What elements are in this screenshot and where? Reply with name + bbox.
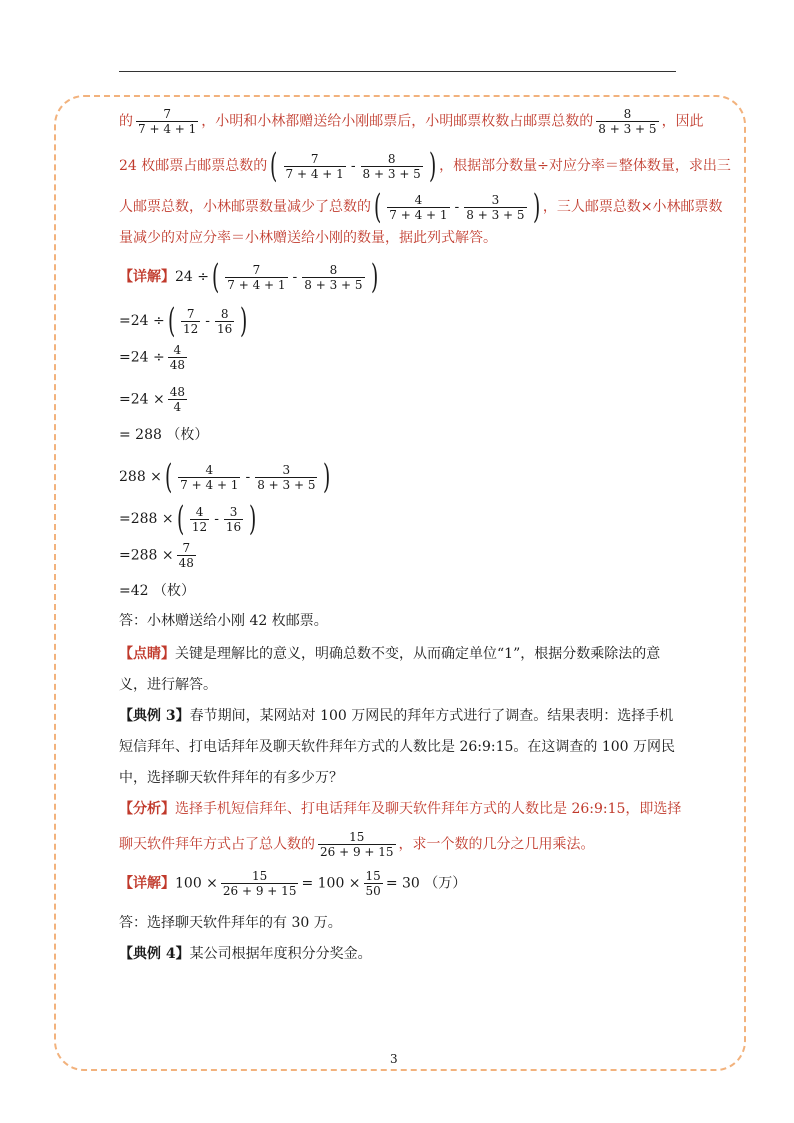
fraction: $\frac{7}{7 + 4 + 1}$ bbox=[138, 107, 197, 136]
fraction: $\frac{4}{48}$ bbox=[169, 343, 186, 372]
text: ，因此 bbox=[661, 113, 704, 130]
text: 的 bbox=[119, 113, 133, 130]
analysis-line-1 bbox=[119, 107, 704, 136]
example-4-line: 【典例 4】某公司根据年度积分分奖金。 bbox=[119, 946, 372, 962]
example-3-analysis-line-1: 【分析】选择手机短信拜年、打电话拜年及聊天软件拜年方式的人数比是 26:9:15，即选择 bbox=[119, 801, 682, 817]
key-point-label: 【点睛】 bbox=[119, 646, 175, 662]
solution-line-4: =24 × $\frac{48}{4}$ bbox=[119, 385, 186, 414]
solution-line-2: =24 ÷( $\frac{7}{12}$ - $\frac{8}{16}$ ) bbox=[119, 301, 248, 341]
fraction: $\frac{3}{16}$ bbox=[225, 504, 242, 534]
fraction: $\frac{48}{4}$ bbox=[169, 385, 186, 414]
header-rule bbox=[119, 71, 676, 72]
text: 人邮票总数，小林邮票数量减少了总数的 bbox=[119, 199, 371, 215]
key-point-line-1: 【点睛】关键是理解比的意义，明确总数不变，从而确定单位“1”，根据分数乘除法的意 bbox=[119, 646, 661, 662]
example-3-answer-line: 答：选择聊天软件拜年的有 30 万。 bbox=[119, 915, 342, 931]
analysis-label: 【分析】 bbox=[119, 801, 175, 817]
solution-label: 【详解】 bbox=[119, 875, 175, 892]
example-3-analysis-line-2: 聊天软件拜年方式占了总人数的 $\frac{15}{26 + 9 + 15}$ ，求一个数的几分之几用乘法。 bbox=[119, 830, 595, 859]
page-number: 3 bbox=[390, 1052, 398, 1066]
fraction: $\frac{8}{8 + 3 + 5}$ bbox=[362, 151, 421, 181]
solution-line-1: 【详解】24 ÷( $\frac{7}{7 + 4 + 1}$ - $\frac{8}{8 + 3 + 5}$ ) bbox=[119, 257, 378, 297]
solution-line-8: =288 × $\frac{7}{48}$ bbox=[119, 541, 194, 570]
fraction: $\frac{15}{26 + 9 + 15}$ bbox=[222, 869, 297, 898]
fraction: $\frac{7}{12}$ bbox=[183, 306, 199, 336]
fraction: $\frac{15}{50}$ bbox=[365, 869, 381, 898]
fraction: $\frac{7}{7 + 4 + 1}$ bbox=[227, 262, 286, 292]
fraction: $\frac{7}{48}$ bbox=[178, 541, 194, 570]
example-4-label: 【典例 4】 bbox=[119, 946, 190, 962]
fraction: $\frac{8}{8 + 3 + 5}$ bbox=[598, 107, 657, 136]
solution-line-3: =24 ÷ $\frac{4}{48}$ bbox=[119, 343, 186, 372]
fraction: $\frac{7}{7 + 4 + 1}$ bbox=[285, 151, 344, 181]
solution-label: 【详解】 bbox=[119, 269, 175, 285]
text: 24 枚邮票占邮票总数的 bbox=[119, 158, 268, 174]
text: ，三人邮票总数×小林邮票数 bbox=[542, 199, 723, 215]
example-3-line-1: 【典例 3】春节期间，某网站对 100 万网民的拜年方式进行了调查。结果表明：选择手机 bbox=[119, 708, 674, 724]
fraction: $\frac{8}{16}$ bbox=[217, 306, 233, 336]
analysis-line-4: 量减少的对应分率＝小林赠送给小刚的数量，据此列式解答。 bbox=[119, 230, 497, 246]
key-point-line-2: 义，进行解答。 bbox=[119, 677, 217, 693]
fraction: $\frac{4}{7 + 4 + 1}$ bbox=[180, 462, 239, 492]
fraction: $\frac{15}{26 + 9 + 15}$ bbox=[320, 830, 394, 859]
fraction: $\frac{3}{8 + 3 + 5}$ bbox=[257, 462, 316, 492]
fraction: $\frac{8}{8 + 3 + 5}$ bbox=[304, 262, 363, 292]
example-3-label: 【典例 3】 bbox=[119, 708, 190, 724]
analysis-line-2: 24 枚邮票占邮票总数的( $\frac{7}{7 + 4 + 1}$ - $\frac{8}{8 + 3 + 5}$ ) ，根据部分数量÷对应分率＝整体数量，求出三 bbox=[119, 146, 731, 186]
solution-line-9: =42 （枚） bbox=[119, 583, 195, 599]
solution-line-6: 288 ×( $\frac{4}{7 + 4 + 1}$ - $\frac{3}{8 + 3 + 5}$ ) bbox=[119, 457, 331, 497]
answer-line: 答：小林赠送给小刚 42 枚邮票。 bbox=[119, 613, 328, 629]
fraction: $\frac{3}{8 + 3 + 5}$ bbox=[466, 192, 525, 222]
solution-line-7: =288 ×( $\frac{4}{12}$ - $\frac{3}{16}$ ) bbox=[119, 499, 257, 539]
fraction: $\frac{4}{12}$ bbox=[191, 504, 208, 534]
analysis-line-3: 人邮票总数，小林邮票数量减少了总数的( $\frac{4}{7 + 4 + 1}$ - $\frac{3}{8 + 3 + 5}$ ) ，三人邮票总数×小林邮票数 bbox=[119, 187, 723, 227]
example-3-solution-line: 【详解】100 × $\frac{15}{26 + 9 + 15}$ = 100 × $\frac{15}{50}$ = 30 （万） bbox=[119, 869, 467, 898]
example-3-line-3: 中，选择聊天软件拜年的有多少万？ bbox=[119, 770, 343, 786]
fraction: $\frac{4}{7 + 4 + 1}$ bbox=[389, 192, 448, 222]
text: ，根据部分数量÷对应分率＝整体数量，求出三 bbox=[439, 158, 731, 174]
solution-line-5: = 288 （枚） bbox=[119, 427, 209, 443]
example-3-line-2: 短信拜年、打电话拜年及聊天软件拜年方式的人数比是 26:9:15。在这调查的 100 万网民 bbox=[119, 739, 676, 755]
text: ，小明和小林都赠送给小刚邮票后，小明邮票枚数占邮票总数的 bbox=[201, 113, 594, 130]
